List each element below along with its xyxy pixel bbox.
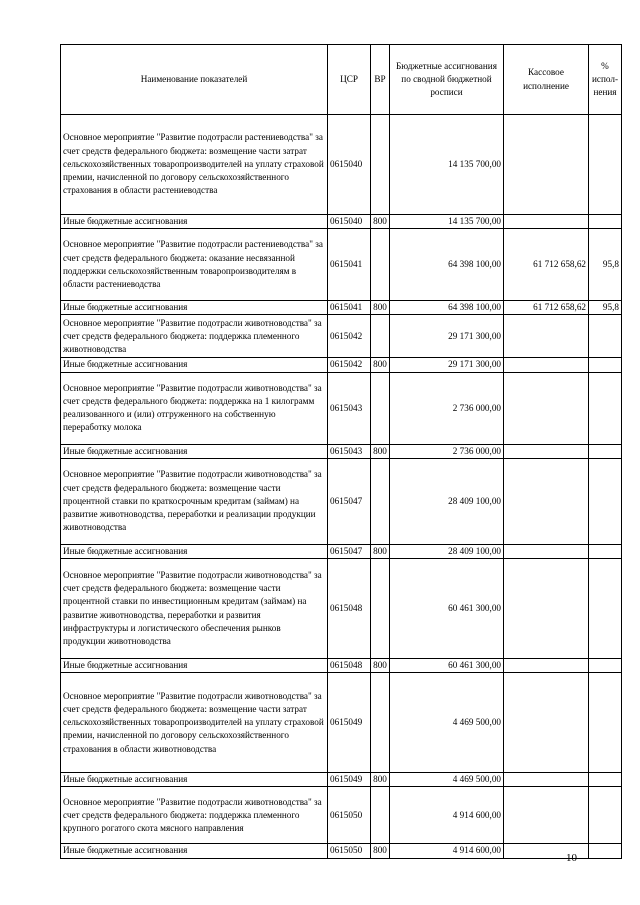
row-name-cell: Основное мероприятие "Развитие подотрасли животноводства" за счет средств федерального бюджета: возмещение части затрат сельскохозяйственных товаропроизводителей на уплату страховой премии, начисленной по договору сельскохозяйственного страхования в области животноводства: [61, 673, 328, 773]
budget-cell: 28 409 100,00: [390, 458, 504, 544]
percent-cell: [589, 659, 622, 673]
vr-cell: [371, 458, 390, 544]
percent-cell: [589, 458, 622, 544]
percent-cell: [589, 372, 622, 444]
table-row: [61, 544, 622, 558]
vr-cell: [371, 559, 390, 659]
percent-cell: [589, 544, 622, 558]
header-budget: Бюджетные ассигнования по сводной бюджетной росписи: [390, 45, 504, 115]
page-number: 10: [566, 852, 577, 864]
table-header-row: [61, 45, 622, 115]
csr-cell: 0615048: [328, 659, 371, 673]
csr-cell: 0615047: [328, 458, 371, 544]
budget-cell: 64 398 100,00: [390, 229, 504, 301]
percent-cell: [589, 673, 622, 773]
budget-cell: 60 461 300,00: [390, 659, 504, 673]
csr-cell: 0615047: [328, 544, 371, 558]
header-csr: ЦСР: [328, 45, 371, 115]
row-name-cell: Иные бюджетные ассигнования: [61, 659, 328, 673]
percent-cell: 95,8: [589, 301, 622, 315]
table-row: [61, 844, 622, 858]
table-row: [61, 773, 622, 787]
row-name-cell: Иные бюджетные ассигнования: [61, 844, 328, 858]
row-name-cell: Основное мероприятие "Развитие подотрасли растениеводства" за счет средств федерального бюджета: возмещение части затрат сельскохозяйственных товаропроизводителей на уплату страховой премии, начисленной по договору сельскохозяйственного страхования в области растениеводства: [61, 115, 328, 215]
budget-table: [60, 44, 622, 859]
table-row: [61, 787, 622, 844]
csr-cell: 0615040: [328, 215, 371, 229]
cash-cell: [504, 544, 589, 558]
row-name-cell: Иные бюджетные ассигнования: [61, 773, 328, 787]
table-row: [61, 659, 622, 673]
vr-cell: [371, 787, 390, 844]
vr-cell: [371, 229, 390, 301]
csr-cell: 0615049: [328, 673, 371, 773]
table-row: [61, 673, 622, 773]
cash-cell: [504, 444, 589, 458]
budget-cell: 29 171 300,00: [390, 315, 504, 358]
table-row: [61, 358, 622, 372]
budget-cell: 4 469 500,00: [390, 673, 504, 773]
cash-cell: [504, 358, 589, 372]
budget-cell: 14 135 700,00: [390, 215, 504, 229]
csr-cell: 0615042: [328, 315, 371, 358]
csr-cell: 0615042: [328, 358, 371, 372]
table-row: [61, 372, 622, 444]
table-row: [61, 559, 622, 659]
csr-cell: 0615049: [328, 773, 371, 787]
row-name-cell: Иные бюджетные ассигнования: [61, 444, 328, 458]
cash-cell: [504, 458, 589, 544]
row-name-cell: Основное мероприятие "Развитие подотрасли животноводства" за счет средств федерального бюджета: возмещение части процентной ставки по краткосрочным кредитам (займам) на развитие животноводства, переработки и реализации продукции животноводства: [61, 458, 328, 544]
csr-cell: 0615048: [328, 559, 371, 659]
percent-cell: [589, 773, 622, 787]
budget-cell: 4 914 600,00: [390, 844, 504, 858]
header-cash: Кассовое исполнение: [504, 45, 589, 115]
csr-cell: 0615041: [328, 229, 371, 301]
budget-cell: 29 171 300,00: [390, 358, 504, 372]
table-row: [61, 229, 622, 301]
table-row: [61, 458, 622, 544]
vr-cell: [371, 673, 390, 773]
cash-cell: [504, 559, 589, 659]
budget-cell: 14 135 700,00: [390, 115, 504, 215]
cash-cell: [504, 659, 589, 673]
percent-cell: 95,8: [589, 229, 622, 301]
vr-cell: [371, 115, 390, 215]
row-name-cell: Основное мероприятие "Развитие подотрасли животноводства" за счет средств федерального бюджета: поддержка племенного крупного рогатого скота мясного направления: [61, 787, 328, 844]
cash-cell: [504, 372, 589, 444]
cash-cell: [504, 215, 589, 229]
header-percent: % испол-нения: [589, 45, 622, 115]
cash-cell: [504, 673, 589, 773]
vr-cell: 800: [371, 659, 390, 673]
budget-cell: 4 914 600,00: [390, 787, 504, 844]
csr-cell: 0615040: [328, 115, 371, 215]
header-vr: ВР: [371, 45, 390, 115]
table-row: [61, 315, 622, 358]
percent-cell: [589, 215, 622, 229]
percent-cell: [589, 444, 622, 458]
percent-cell: [589, 315, 622, 358]
row-name-cell: Иные бюджетные ассигнования: [61, 301, 328, 315]
budget-cell: 2 736 000,00: [390, 444, 504, 458]
percent-cell: [589, 787, 622, 844]
percent-cell: [589, 358, 622, 372]
header-name: Наименование показателей: [61, 45, 328, 115]
cash-cell: [504, 773, 589, 787]
cash-cell: 61 712 658,62: [504, 301, 589, 315]
cash-cell: 61 712 658,62: [504, 229, 589, 301]
budget-cell: 2 736 000,00: [390, 372, 504, 444]
table-row: [61, 301, 622, 315]
row-name-cell: Основное мероприятие "Развитие подотрасли животноводства" за счет средств федерального бюджета: поддержка на 1 килограмм реализованного и (или) отгруженного на собственную переработку молока: [61, 372, 328, 444]
percent-cell: [589, 844, 622, 858]
table-row: [61, 444, 622, 458]
csr-cell: 0615050: [328, 844, 371, 858]
budget-cell: 60 461 300,00: [390, 559, 504, 659]
row-name-cell: Иные бюджетные ассигнования: [61, 358, 328, 372]
cash-cell: [504, 315, 589, 358]
cash-cell: [504, 787, 589, 844]
csr-cell: 0615041: [328, 301, 371, 315]
vr-cell: 800: [371, 358, 390, 372]
vr-cell: [371, 315, 390, 358]
vr-cell: 800: [371, 844, 390, 858]
table-row: [61, 215, 622, 229]
row-name-cell: Основное мероприятие "Развитие подотрасли животноводства" за счет средств федерального бюджета: поддержка племенного животноводства: [61, 315, 328, 358]
csr-cell: 0615043: [328, 444, 371, 458]
percent-cell: [589, 559, 622, 659]
vr-cell: 800: [371, 215, 390, 229]
table-row: [61, 115, 622, 215]
csr-cell: 0615043: [328, 372, 371, 444]
vr-cell: 800: [371, 773, 390, 787]
row-name-cell: Основное мероприятие "Развитие подотрасли растениеводства" за счет средств федерального бюджета: оказание несвязанной поддержки сельскохозяйственным товаропроизводителям в области растениеводства: [61, 229, 328, 301]
row-name-cell: Основное мероприятие "Развитие подотрасли животноводства" за счет средств федерального бюджета: возмещение части процентной ставки по инвестиционным кредитам (займам) на развитие животноводства, переработки и развития инфраструктуры и логистического обеспечения рынков продукции животноводства: [61, 559, 328, 659]
percent-cell: [589, 115, 622, 215]
vr-cell: 800: [371, 301, 390, 315]
budget-cell: 28 409 100,00: [390, 544, 504, 558]
cash-cell: [504, 115, 589, 215]
budget-cell: 4 469 500,00: [390, 773, 504, 787]
row-name-cell: Иные бюджетные ассигнования: [61, 544, 328, 558]
vr-cell: [371, 372, 390, 444]
row-name-cell: Иные бюджетные ассигнования: [61, 215, 328, 229]
budget-cell: 64 398 100,00: [390, 301, 504, 315]
csr-cell: 0615050: [328, 787, 371, 844]
vr-cell: 800: [371, 444, 390, 458]
vr-cell: 800: [371, 544, 390, 558]
